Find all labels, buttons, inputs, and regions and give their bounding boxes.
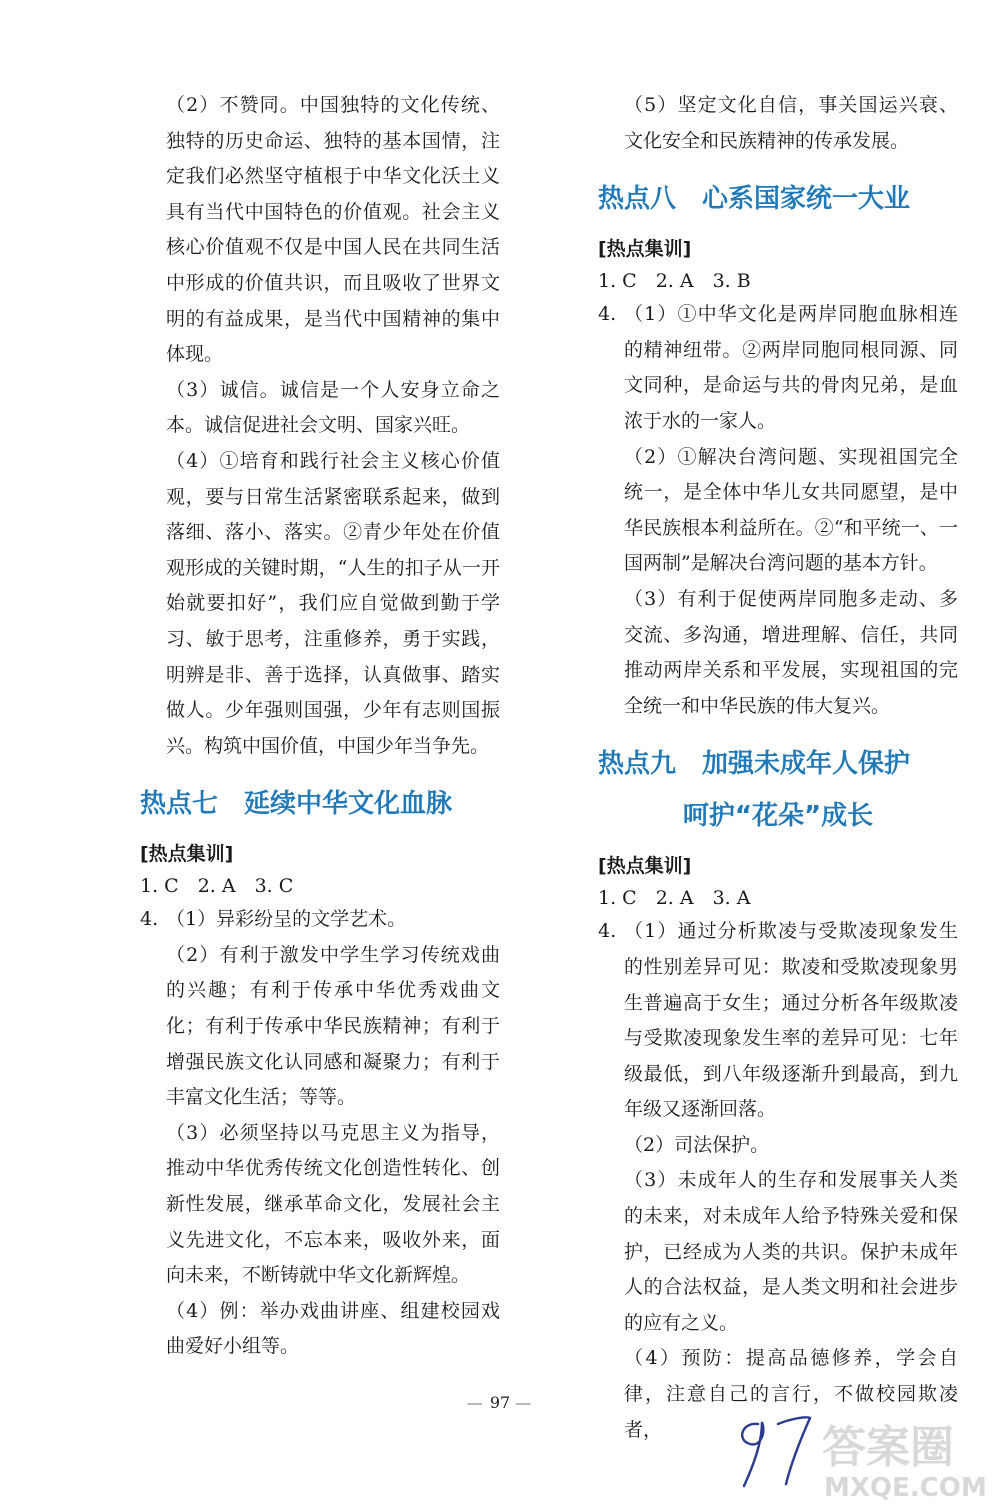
page-number-text: 97 [489,1393,511,1412]
question-4 [598,297,958,439]
practice-tag: [热点集训] [598,855,692,878]
page-number-dash: — [466,1393,485,1412]
answer-paragraph: （3）诚信。诚信是一个人安身立命之本。诚信促进社会文明、国家兴旺。 [166,378,500,437]
multiple-choice-answers: 1. C 2. A 3. A [598,887,751,910]
answer-paragraph: （3）未成年人的生存和发展事关人类的未来，对未成年人给予特殊关爱和保护，已经成为人类的共识。保护未成年人的合法权益，是人类文明和社会进步的应有之义。 [624,1169,958,1334]
section-heading-9-subtitle: 呵护“花朵”成长 [682,801,874,832]
section-heading-8: 热点八 心系国家统一大业 [598,184,911,215]
answer-paragraph: （2）①解决台湾问题、实现祖国完全统一，是全体中华儿女共同愿望，是中华民族根本利益所在。②“和平统一、一国两制”是解决台湾问题的基本方针。 [624,445,958,575]
question-number: 4. [140,908,159,931]
answer-paragraph: （3）必须坚持以马克思主义为指导，推动中华优秀传统文化创造性转化、创新性发展，继承革命文化，发展社会主义先进文化，不忘本来，吸收外来，面向未来，不断铸就中华文化新辉煌。 [166,1121,500,1287]
answer-paragraph: （4）例：举办戏曲讲座、组建校园戏曲爱好小组等。 [166,1299,500,1358]
page-number [0,1393,1000,1412]
answer-paragraph: （4）预防：提高品德修养，学会自律，注意自己的言行，不做校园欺凌者， [624,1347,958,1441]
practice-tag: [热点集训] [598,238,692,261]
section-heading-7: 热点七 延续中华文化血脉 [140,789,453,820]
practice-tag: [热点集训] [140,843,234,866]
watermark-logo-icon [820,1416,996,1502]
section-heading-9: 热点九 加强未成年人保护 [598,749,911,780]
answer-paragraph: （1）异彩纷呈的文学艺术。 [166,908,407,931]
watermark-url: MXQE.COM [824,1473,987,1502]
right-column [598,88,958,1448]
page-number-dash: — [515,1393,534,1412]
answer-paragraph: （2）有利于激发中学生学习传统戏曲的兴趣；有利于传承中华优秀戏曲文化；有利于传承中华民族精神；有利于增强民族文化认同感和凝聚力；有利于丰富文化生活；等等。 [166,943,500,1109]
watermark-text: 答案圈 [822,1422,954,1473]
answer-paragraph: （4）①培育和践行社会主义核心价值观，要与日常生活紧密联系起来，做到落细、落小、落实。②青少年处在价值观形成的关键时期，“人生的扣子从一开始就要扣好”，我们应自觉做到勤于学习、敏于思考，注重修养，勇于实践，明辨是非、善于选择，认真做事、踏实做人。少年强则国强，少年有志则国振兴。构筑中国价值，中国少年当争先。 [166,449,500,757]
handwritten-page-number-icon [728,1402,818,1492]
answer-paragraph: （2）司法保护。 [624,1133,770,1156]
question-number: 4. [598,920,617,943]
question-number: 4. [598,303,617,326]
question-4 [598,914,958,1128]
multiple-choice-answers: 1. C 2. A 3. C [140,875,294,898]
multiple-choice-answers: 1. C 2. A 3. B [598,270,751,293]
answer-paragraph: （5）坚定文化自信，事关国运兴衰、文化安全和民族精神的传承发展。 [624,94,958,152]
answer-paragraph: （1）①中华文化是两岸同胞血脉相连的精神纽带。②两岸同胞同根同源、同文同种，是命运与共的骨肉兄弟，是血浓于水的一家人。 [624,303,958,432]
left-column [140,88,500,1365]
answer-paragraph: （2）不赞同。中国独特的文化传统、独特的历史命运、独特的基本国情，注定我们必然坚守植根于中华文化沃土义具有当代中国特色的价值观。社会主义核心价值观不仅是中国人民在共同生活中形成的价值共识，而且吸收了世界文明的有益成果，是当代中国精神的集中体现。 [166,94,500,366]
question-4 [140,902,500,938]
answer-paragraph: （1）通过分析欺凌与受欺凌现象发生的性别差异可见：欺凌和受欺凌现象男生普遍高于女生；通过分析各年级欺凌与受欺凌现象发生率的差异可见：七年级最低，到八年级逐渐升到最高，到九年级又逐渐回落。 [624,920,958,1121]
answer-paragraph: （3）有利于促使两岸同胞多走动、多交流、多沟通，增进理解、信任，共同推动两岸关系和平发展，实现祖国的完全统一和中华民族的伟大复兴。 [624,587,958,717]
